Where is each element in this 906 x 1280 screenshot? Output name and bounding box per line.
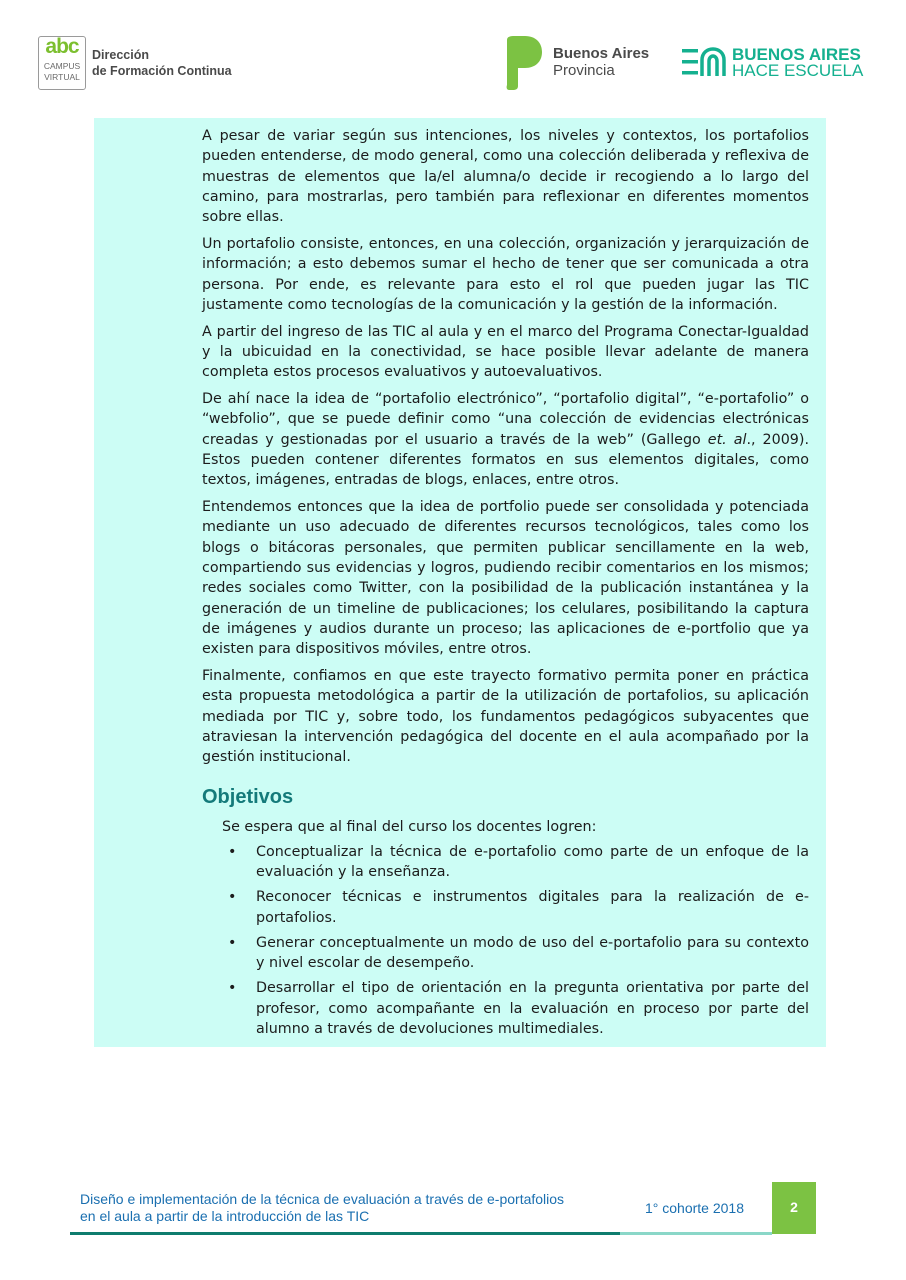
objetivos-intro: Se espera que al final del curso los docentes logren:: [222, 819, 597, 836]
direccion-line1: Dirección: [92, 48, 149, 62]
footer-document-title: [80, 1191, 620, 1225]
paragraph-2: Un portafolio consiste, entonces, en una colección, organización y jerarquización de información; a esto debemos sumar el hecho de tener que ser comunicada a otra persona. Por ende, es relevante para esto el rol que pueden jugar las TIC justamente como tecnologías de la comunicación y la gestión de la información.: [202, 235, 809, 313]
list-item: [202, 933, 809, 974]
list-item-text: Conceptualizar la técnica de e-portafolio como parte de un enfoque de la evaluación y la enseñanza.: [256, 843, 809, 880]
provincia-p-icon: [503, 36, 543, 90]
footer-divider-dark: [70, 1232, 620, 1235]
paragraph-4-before: De ahí nace la idea de “portafolio electrónico”, “portafolio digital”, “e-portafolio” o “webfolio”, que se puede definir como “una colección de evidencias electrónicas creadas y gestionadas por el usuario a través de la web” (Gallego: [202, 391, 809, 448]
bullet-icon: •: [228, 889, 237, 906]
list-item-text: Generar conceptualmente un modo de uso del e-portafolio para su contexto y nivel escolar de desempeño.: [256, 934, 809, 972]
page-footer: [0, 1180, 906, 1280]
main-content: [202, 126, 809, 1044]
virtual-text: VIRTUAL: [44, 72, 80, 82]
abc-logo-text: abc: [45, 35, 79, 58]
page-number: 2: [790, 1199, 798, 1215]
buenos-aires-text: Buenos Aires: [553, 45, 650, 62]
objetivos-heading: Objetivos: [202, 786, 294, 809]
direccion-line2: de Formación Continua: [92, 64, 232, 78]
bullet-icon: •: [228, 980, 237, 997]
paragraph-3: A partir del ingreso de las TIC al aula y en el marco del Programa Conectar-Igualdad y la ubicuidad en la conectividad, se hace posible llevar adelante de manera completa estos procesos evaluativos y autoevaluativos.: [202, 323, 809, 381]
paragraph-4-after: ., 2009). Estos pueden contener diferentes formatos en sus elementos digitales, como textos, imágenes, entradas de blogs, enlaces, entre otros.: [202, 431, 810, 489]
objetivos-list: [202, 842, 809, 1040]
list-item-text: Reconocer técnicas e instrumentos digitales para la realización de e-portafolios.: [256, 889, 809, 926]
paragraph-1: A pesar de variar según sus intenciones, los niveles y contextos, los portafolios pueden entenderse, de modo general, como una colección deliberada y reflexiva de muestras de elementos que la/el alumna/o decide ir recogiendo a lo largo del camino, para mostrarlas, pero también para reflexionar en diferentes momentos sobre ellas.: [202, 128, 809, 226]
campus-text: CAMPUS: [43, 61, 81, 71]
bullet-icon: •: [228, 934, 237, 951]
buenos-aires-caps-text: BUENOS AIRES: [732, 45, 861, 64]
footer-cohort: 1° cohorte 2018: [645, 1200, 745, 1216]
provincia-text: Provincia: [553, 62, 615, 79]
hace-escuela-text: HACE ESCUELA: [732, 61, 864, 80]
direccion-formacion-continua: [92, 47, 232, 79]
list-item: [202, 842, 809, 883]
footer-title-line2: en el aula a partir de la introducción de las TIC: [80, 1208, 370, 1224]
bullet-icon: •: [228, 843, 237, 860]
abc-campus-virtual-logo: [38, 36, 86, 90]
list-item: [202, 887, 809, 928]
hace-escuela-icon: [682, 46, 728, 78]
list-item: [202, 978, 809, 1039]
footer-title-line1: Diseño e implementación de la técnica de evaluación a través de e-portafolios: [80, 1191, 565, 1207]
page-number-box: [772, 1182, 816, 1234]
list-item-text: Desarrollar el tipo de orientación en la pregunta orientativa por parte del profesor, como acompañante en la evaluación en proceso por parte del alumno a través de devoluciones multimediales.: [256, 980, 809, 1038]
paragraph-6: Finalmente, confiamos en que este trayecto formativo permita poner en práctica esta propuesta metodológica a partir de la utilización de portafolios, su aplicación mediada por TIC y, sobre todo, los fundamentos pedagógicos subyacentes que atraviesan la intervención pedagógica del docente en el aula acompañado por la gestión institucional.: [202, 667, 809, 766]
paragraph-5: Entendemos entonces que la idea de portfolio puede ser consolidada y potenciada mediante un uso adecuado de diferentes recursos tecnológicos, tales como los blogs o bitácoras personales, que permiten publicar sencillamente en la web, compartiendo sus evidencias y logros, pudiendo recibir comentarios en los mismos; redes sociales como Twitter, con la posibilidad de la publicación instantánea y la generación de un timeline de publicaciones; los celulares, posibilitando la captura de imágenes y audios durante un proceso; las aplicaciones de e-portfolio que ya existen para dispositivos móviles, entre otros.: [202, 499, 809, 658]
paragraph-4: [202, 389, 809, 490]
footer-divider-light: [620, 1232, 772, 1235]
paragraph-4-italic: et. al: [707, 431, 747, 448]
page-header: [0, 0, 906, 110]
